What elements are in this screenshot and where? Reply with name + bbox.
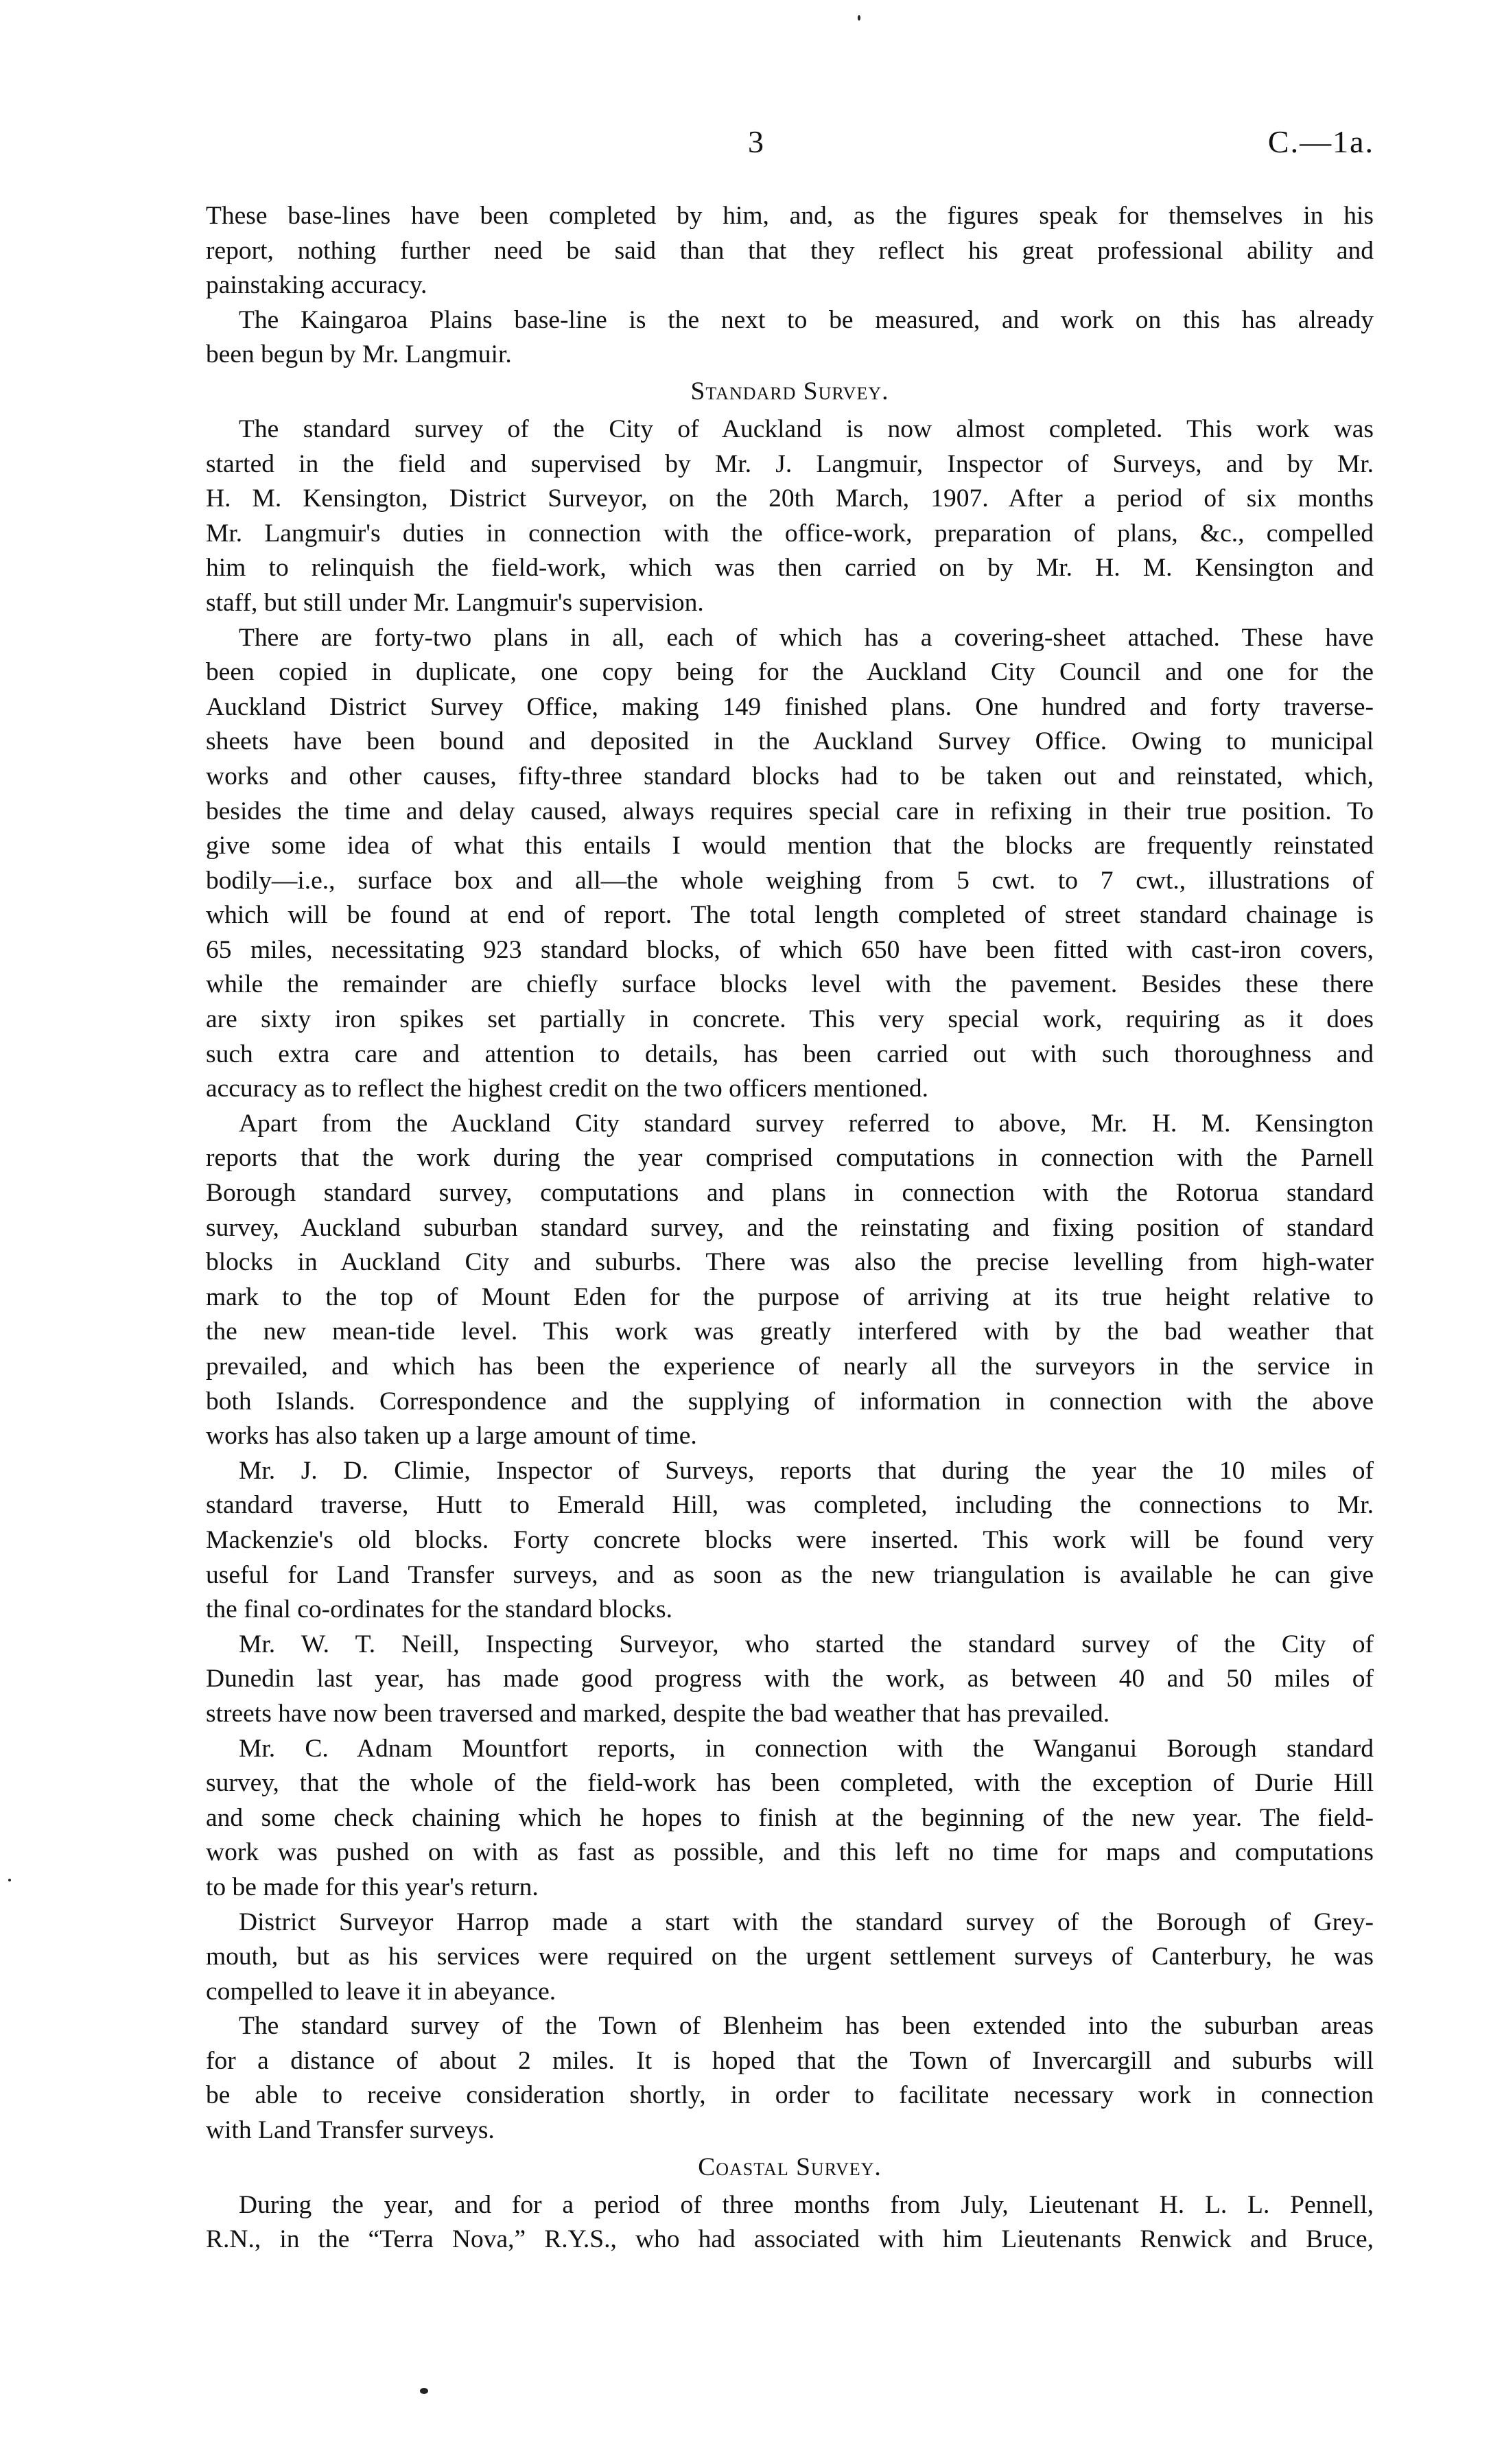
paragraph: [206, 199, 1374, 303]
text-line: bodily—i.e., surface box and all—the whole weighing from 5 cwt. to 7 cwt., illustrations of: [206, 866, 1374, 895]
text-line: both Islands. Correspondence and the supplying of information in connection with the above: [206, 1387, 1374, 1416]
text-line: The standard survey of the Town of Blenheim has been extended into the suburban areas: [239, 2012, 1374, 2041]
text-line: standard traverse, Hutt to Emerald Hill, was completed, including the connections to Mr.: [206, 1491, 1374, 1520]
text-line: the final co-ordinates for the standard blocks.: [206, 1595, 672, 1624]
text-line: report, nothing further need be said than that they reflect his great professional ability and: [206, 236, 1374, 265]
text-line: with Land Transfer surveys.: [206, 2116, 495, 2145]
text-line: survey, Auckland suburban standard survey, and the reinstating and fixing position of standard: [206, 1213, 1374, 1242]
text-line: blocks in Auckland City and suburbs. There was also the precise levelling from high-water: [206, 1248, 1374, 1277]
scan-speck: [420, 2388, 428, 2394]
text-line: the new mean-tide level. This work was greatly interfered with by the bad weather that: [206, 1317, 1374, 1346]
paragraph: [206, 412, 1374, 621]
text-line: give some idea of what this entails I would mention that the blocks are frequently reinstated: [206, 832, 1374, 860]
scan-speck: [8, 1879, 11, 1881]
paragraph: [206, 1107, 1374, 1454]
text-line: During the year, and for a period of three months from July, Lieutenant H. L. L. Pennell,: [239, 2190, 1374, 2219]
text-line: These base-lines have been completed by him, and, as the figures speak for themselves in his: [206, 202, 1374, 230]
paragraph: [206, 303, 1374, 373]
text-line: Mr. Langmuir's duties in connection with the office-work, preparation of plans, &c., compelled: [206, 519, 1374, 548]
text-line: The standard survey of the City of Auckland is now almost completed. This work was: [239, 414, 1374, 443]
text-line: compelled to leave it in abeyance.: [206, 1977, 556, 2006]
text-line: Dunedin last year, has made good progress with the work, as between 40 and 50 miles of: [206, 1665, 1374, 1693]
paragraph: [206, 1905, 1374, 2010]
text-line: for a distance of about 2 miles. It is hoped that the Town of Invercargill and suburbs will: [206, 2046, 1374, 2075]
text-line: Borough standard survey, computations and plans in connection with the Rotorua standard: [206, 1179, 1374, 1208]
text-line: to be made for this year's return.: [206, 1873, 539, 1901]
text-line: Mackenzie's old blocks. Forty concrete blocks were inserted. This work will be found very: [206, 1525, 1374, 1554]
text-line: him to relinquish the field-work, which was then carried on by Mr. H. M. Kensington and: [206, 554, 1374, 583]
text-line: been begun by Mr. Langmuir.: [206, 340, 512, 369]
text-line: Mr. J. D. Climie, Inspector of Surveys, reports that during the year the 10 miles of: [239, 1456, 1374, 1485]
text-line: mark to the top of Mount Eden for the purpose of arriving at its true height relative to: [206, 1282, 1374, 1311]
text-line: works has also taken up a large amount of time.: [206, 1422, 697, 1451]
text-line: accuracy as to reflect the highest credit on the two officers mentioned.: [206, 1075, 929, 1103]
text-line: Auckland District Survey Office, making 149 finished plans. One hundred and forty traverse-: [206, 692, 1374, 721]
text-line: 65 miles, necessitating 923 standard blocks, of which 650 have been fitted with cast-iron covers,: [206, 935, 1374, 964]
section-heading: Coastal Survey.: [698, 2152, 882, 2181]
text-line: while the remainder are chiefly surface blocks level with the pavement. Besides these there: [206, 970, 1374, 999]
paragraph: [206, 2188, 1374, 2257]
text-line: H. M. Kensington, District Surveyor, on the 20th March, 1907. After a period of six months: [206, 484, 1374, 513]
text-line: sheets have been bound and deposited in the Auckland Survey Office. Owing to municipal: [206, 727, 1374, 756]
paragraph: [206, 1628, 1374, 1732]
text-line: Apart from the Auckland City standard survey referred to above, Mr. H. M. Kensington: [239, 1109, 1374, 1138]
text-line: mouth, but as his services were required on the urgent settlement surveys of Canterbury, he was: [206, 1943, 1374, 1971]
text-line: be able to receive consideration shortly, in order to facilitate necessary work in connection: [206, 2081, 1374, 2110]
text-line: The Kaingaroa Plains base-line is the next to be measured, and work on this has already: [239, 305, 1374, 334]
text-line: reports that the work during the year comprised computations in connection with the Parnell: [206, 1144, 1374, 1173]
text-line: staff, but still under Mr. Langmuir's supervision.: [206, 588, 704, 617]
text-line: which will be found at end of report. The total length completed of street standard chainage is: [206, 901, 1374, 930]
text-line: prevailed, and which has been the experience of nearly all the surveyors in the service in: [206, 1352, 1374, 1381]
text-line: and some check chaining which he hopes to finish at the beginning of the new year. The field-: [206, 1803, 1374, 1832]
text-line: been copied in duplicate, one copy being for the Auckland City Council and one for the: [206, 658, 1374, 687]
text-line: work was pushed on with as fast as possible, and this left no time for maps and computations: [206, 1838, 1374, 1867]
text-line: District Surveyor Harrop made a start with the standard survey of the Borough of Grey-: [239, 1908, 1374, 1936]
text-line: started in the field and supervised by Mr. J. Langmuir, Inspector of Surveys, and by Mr.: [206, 449, 1374, 478]
text-line: There are forty-two plans in all, each of which has a covering-sheet attached. These have: [239, 623, 1374, 652]
text-line: streets have now been traversed and marked, despite the bad weather that has prevailed.: [206, 1699, 1110, 1728]
paragraph: [206, 621, 1374, 1107]
document-code: C.—1a.: [1267, 124, 1374, 159]
scan-speck: [858, 15, 860, 21]
text-line: works and other causes, fifty-three standard blocks had to be taken out and reinstated, which,: [206, 762, 1374, 790]
text-line: Mr. W. T. Neill, Inspecting Surveyor, who started the standard survey of the City of: [239, 1630, 1374, 1658]
body-text: [206, 199, 1374, 2257]
text-line: besides the time and delay caused, always requires special care in refixing in their true position. To: [206, 797, 1374, 825]
paragraph: [206, 1732, 1374, 1905]
text-line: Mr. C. Adnam Mountfort reports, in connection with the Wanganui Borough standard: [239, 1734, 1374, 1763]
text-line: R.N., in the “Terra Nova,” R.Y.S., who had associated with him Lieutenants Renwick and Bruce,: [206, 2225, 1374, 2254]
paragraph: [206, 1454, 1374, 1628]
text-line: useful for Land Transfer surveys, and as soon as the new triangulation is available he can give: [206, 1560, 1374, 1589]
paragraph: [206, 2009, 1374, 2148]
page-number: 3: [748, 124, 764, 159]
section-heading: Standard Survey.: [690, 377, 889, 406]
text-line: painstaking accuracy.: [206, 271, 427, 300]
text-line: are sixty iron spikes set partially in concrete. This very special work, requiring as it does: [206, 1005, 1374, 1034]
text-line: survey, that the whole of the field-work has been completed, with the exception of Durie Hill: [206, 1769, 1374, 1798]
text-line: such extra care and attention to details, has been carried out with such thoroughness and: [206, 1040, 1374, 1068]
